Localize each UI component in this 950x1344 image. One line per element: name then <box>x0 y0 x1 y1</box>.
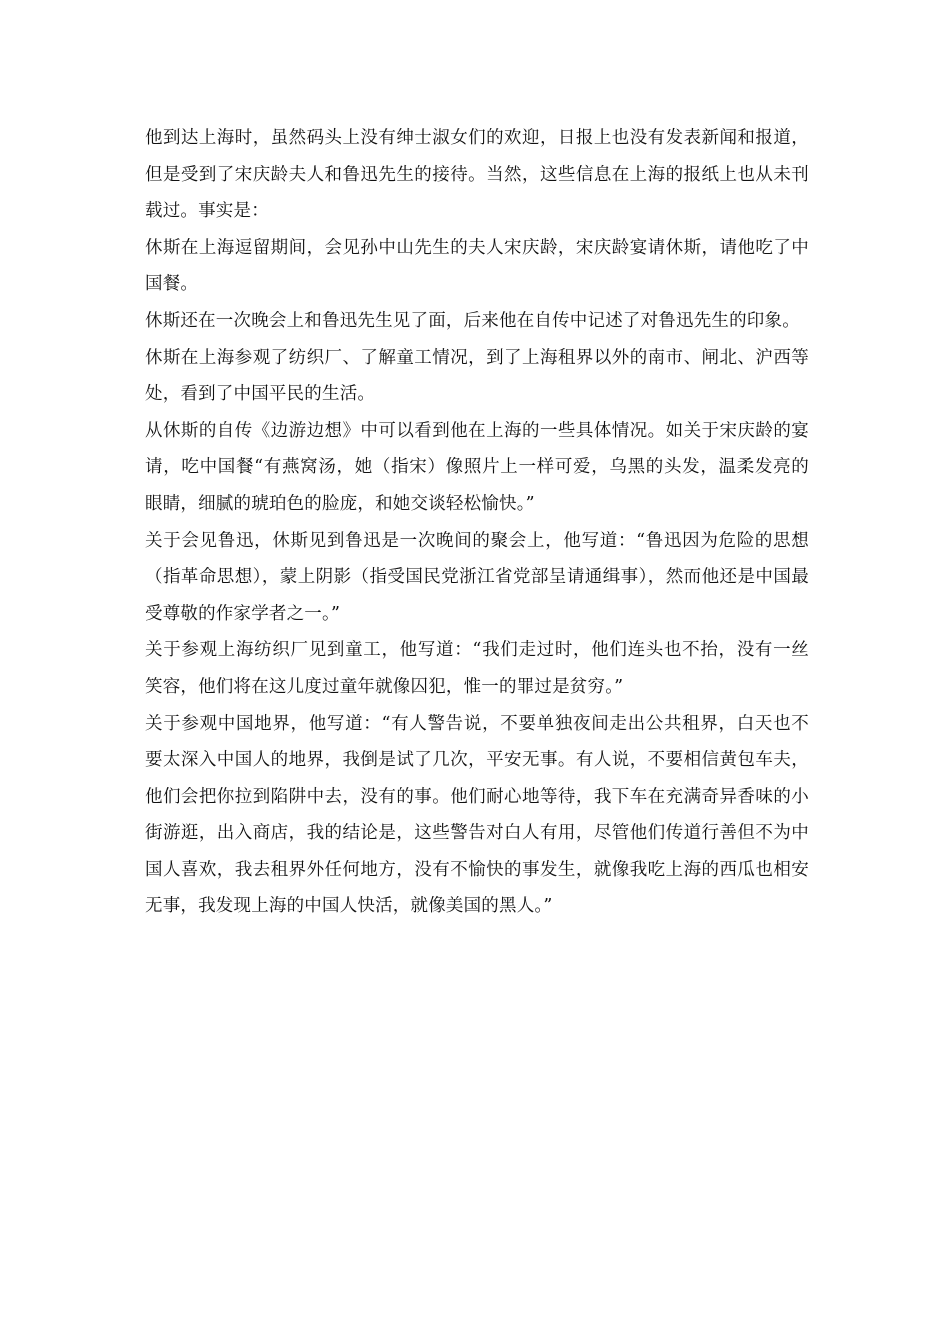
paragraph-autobiography-banquet: 从休斯的自传《边游边想》中可以看到他在上海的一些具体情况。如关于宋庆龄的宴请，吃中国餐“有燕窝汤，她（指宋）像照片上一样可爱，乌黑的头发，温柔发亮的眼睛，细腻的琥珀色的脸庞，和她交谈轻松愉快。” <box>145 420 809 514</box>
paragraph-chinese-district-quote: 关于参观中国地界，他写道：“有人警告说，不要单独夜间走出公共租界，白天也不要太深入中国人的地界，我倒是试了几次，平安无事。有人说，不要相信黄包车夫，他们会把你拉到陷阱中去，没有的事。他们耐心地等待，我下车在充满奇异香味的小街游逛，出入商店，我的结论是，这些警告对白人有用，尽管他们传道行善但不为中国人喜欢，我去租界外任何地方，没有不愉快的事发生，就像我吃上海的西瓜也相安无事，我发现上海的中国人快活，就像美国的黑人。” <box>145 713 809 917</box>
paragraph-soong-ching-ling-meeting: 休斯在上海逗留期间，会见孙中山先生的夫人宋庆龄，宋庆龄宴请休斯，请他吃了中国餐。 <box>145 237 809 295</box>
paragraph-child-labor-quote: 关于参观上海纺织厂见到童工，他写道：“我们走过时，他们连头也不抬，没有一丝笑容，他们将在这儿度过童年就像囚犯，惟一的罪过是贫穷。” <box>145 640 809 697</box>
paragraph-factory-visit: 休斯在上海参观了纺织厂、了解童工情况，到了上海租界以外的南市、闸北、沪西等处，看到了中国平民的生活。 <box>145 347 809 405</box>
paragraph-lu-xun-meeting: 休斯还在一次晚会上和鲁迅先生见了面，后来他在自传中记述了对鲁迅先生的印象。 <box>145 310 800 331</box>
paragraph-lu-xun-quote: 关于会见鲁迅，休斯见到鲁迅是一次晚间的聚会上，他写道：“鲁迅因为危险的思想（指革命思想），蒙上阴影（指受国民党浙江省党部呈请通缉事），然而他还是中国最受尊敬的作家学者之一。” <box>145 530 809 624</box>
paragraph-arrival: 他到达上海时，虽然码头上没有绅士淑女们的欢迎，日报上也没有发表新闻和报道，但是受到了宋庆龄夫人和鲁迅先生的接待。当然，这些信息在上海的报纸上也从未刊载过。事实是： <box>145 128 809 222</box>
document-body <box>145 120 809 925</box>
